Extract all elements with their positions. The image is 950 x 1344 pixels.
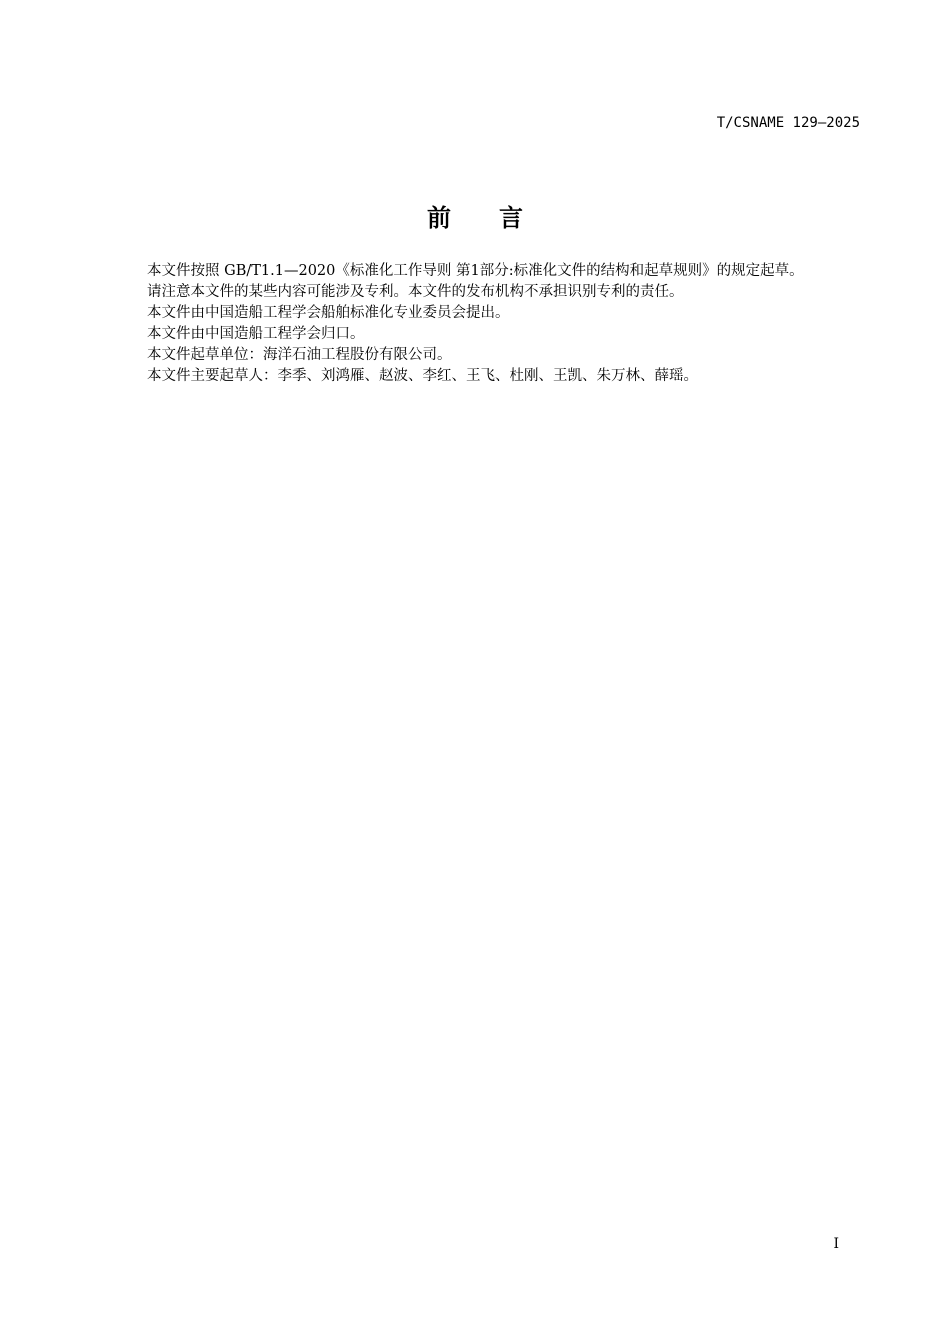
- foreword-body: [114, 261, 860, 387]
- paragraph-standard-reference: 本文件按照 GB/T1.1—2020《标准化工作导则 第1部分:标准化文件的结构和起草规则》的规定起草。: [147, 263, 804, 279]
- paragraph-proposed-by: 本文件由中国造船工程学会船舶标准化专业委员会提出。: [147, 305, 510, 321]
- paragraph-drafters: 本文件主要起草人：李季、刘鸿雁、赵波、李红、王飞、杜刚、王凯、朱万林、薛瑶。: [147, 368, 698, 384]
- title-char-1: 前: [427, 204, 451, 232]
- paragraph-patent-notice: 请注意本文件的某些内容可能涉及专利。本文件的发布机构不承担识别专利的责任。: [147, 284, 684, 300]
- page-number: I: [833, 1236, 839, 1252]
- document-code: T/CSNAME 129—2025: [716, 115, 860, 131]
- paragraph-drafting-unit: 本文件起草单位：海洋石油工程股份有限公司。: [147, 347, 452, 363]
- page-title: [0, 198, 950, 233]
- title-char-2: 言: [499, 204, 523, 232]
- paragraph-administered-by: 本文件由中国造船工程学会归口。: [147, 326, 365, 342]
